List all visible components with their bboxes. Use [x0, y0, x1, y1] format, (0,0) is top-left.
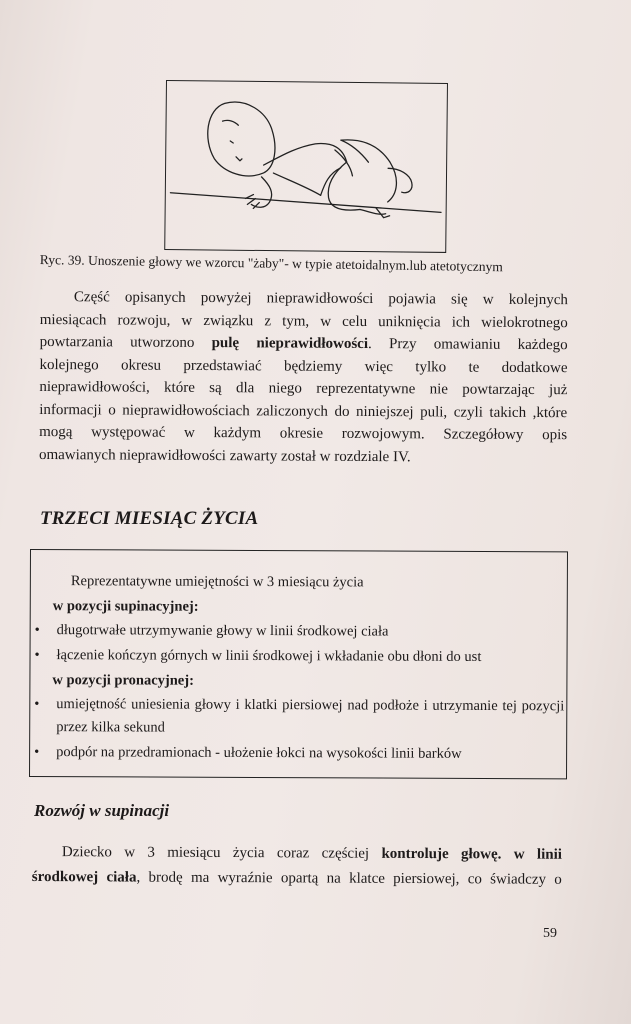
text-line-with-bold — [40, 331, 568, 357]
text-fragment: Dziecko w 3 miesiącu życia coraz częściej — [61, 844, 370, 862]
text-line-with-bold — [32, 865, 562, 893]
list-item — [34, 741, 560, 762]
list-item-text: długotrwałe utrzymywanie głowy w linii środkowej ciała — [56, 622, 389, 640]
bold-term: pulę nieprawidłowości — [211, 335, 369, 353]
skills-summary-box — [29, 549, 568, 779]
figure-illustration — [164, 80, 448, 253]
subsection-heading: Rozwój w supinacji — [34, 801, 170, 820]
figure-caption: Ryc. 39. Unoszenie głowy we wzorcu "żaby"- w typie atetoidalnym.lub atetotycznym — [39, 252, 503, 275]
list-item — [34, 619, 561, 640]
text-line: miesiącach rozwoju, w związku z tym, w celu uniknięcia ich wielokrotnego — [39, 311, 568, 331]
bullet-icon: • — [34, 622, 40, 639]
list-item — [34, 693, 565, 736]
supine-heading: w pozycji supinacyjnej: — [52, 598, 199, 615]
text-line: Część opisanych powyżej nieprawidłowości pojawia się w kolejnych — [73, 289, 568, 309]
supination-paragraph — [32, 840, 562, 893]
bullet-icon: • — [34, 647, 40, 664]
list-item — [34, 644, 561, 665]
bullet-icon: • — [34, 696, 40, 713]
prone-heading: w pozycji pronacyjnej: — [52, 672, 194, 689]
text-line: nieprawidłowości, które są dla niego reprezentatywne nie powtarzając już — [39, 378, 568, 399]
text-line: kolejnego okresu przedstawiać będziemy więc tylko te dodatkowe — [39, 356, 568, 376]
text-line-with-bold — [32, 840, 562, 868]
list-item-text: umiejętność uniesienia głowy i klatki piersiowej nad podłoże i utrzymanie tej pozycji przez kilka sekund — [56, 696, 565, 736]
list-item-text: łączenie kończyn górnych w linii środkowej i wkładanie obu dłoni do ust — [56, 647, 482, 665]
text-line: informacji o nieprawidłowościach zaliczonych do niniejszej puli, czyli takich ,które — [39, 401, 568, 421]
bold-term: kontroluje głowę. w linii — [381, 845, 562, 863]
text-line: mogą występować w każdym okresie rozwojowym. Szczegółowy opis — [39, 423, 568, 444]
box-intro: Reprezentatywne umiejętności w 3 miesiącu życia — [70, 573, 364, 591]
text-line: omawianych nieprawidłowości zawarty został w rozdziale IV. — [38, 446, 411, 465]
text-fragment: powtarzania utworzono — [39, 333, 195, 351]
list-item-text: podpór na przedramionach - ułożenie łokci na wysokości linii barków — [56, 744, 462, 762]
text-fragment: , brodę ma wyraźnie opartą na klatce piersiowej, co świadczy o — [136, 869, 562, 888]
intro-paragraph — [39, 286, 568, 469]
baby-prone-drawing — [165, 81, 447, 252]
page-number: 59 — [543, 926, 557, 941]
text-fragment: . Przy omawianiu każdego — [367, 336, 568, 354]
bold-term: środkowej ciała — [31, 868, 137, 886]
section-heading: TRZECI MIESIĄC ŻYCIA — [40, 508, 259, 529]
bullet-icon: • — [34, 744, 40, 761]
